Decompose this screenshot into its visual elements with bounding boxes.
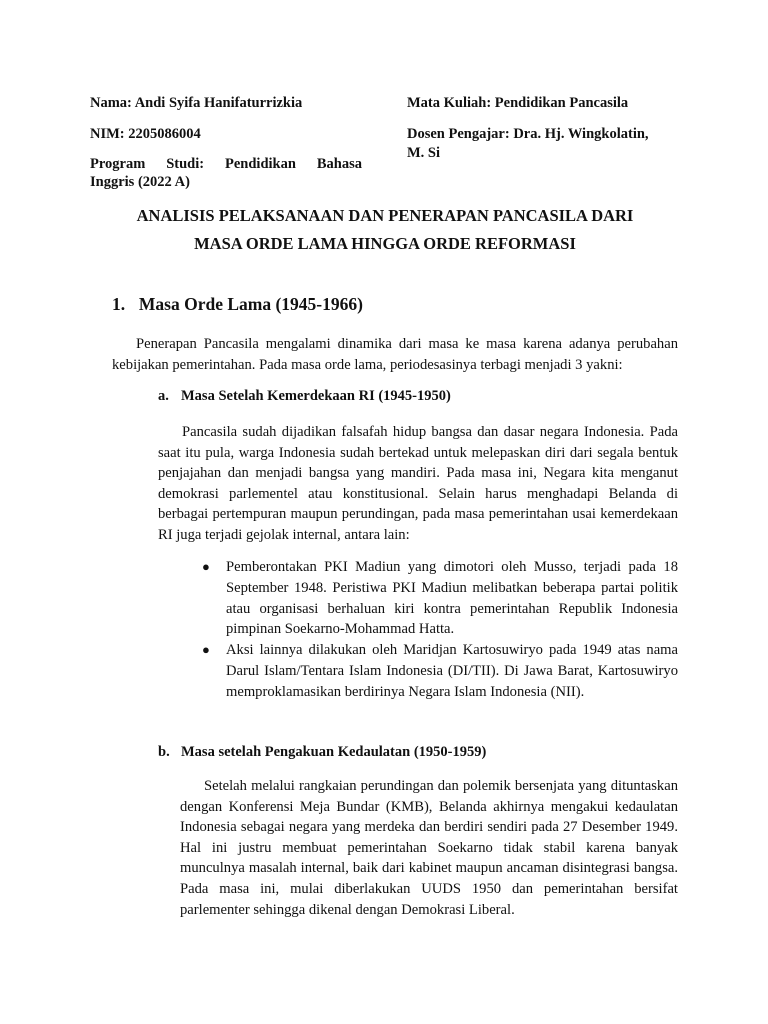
subsection-a-bullets: [200, 557, 678, 703]
lecturer-title: M. Si: [407, 145, 441, 161]
subsection-a-letter: a.: [158, 388, 169, 404]
student-name: Nama: Andi Syifa Hanifaturrizkia: [90, 95, 303, 111]
section-1-number: 1.: [112, 294, 126, 314]
course-name: Mata Kuliah: Pendidikan Pancasila: [407, 95, 629, 111]
subsection-b-title: Masa setelah Pengakuan Kedaulatan (1950-1959): [181, 744, 487, 760]
subsection-a-paragraph: Pancasila sudah dijadikan falsafah hidup bangsa dan dasar negara Indonesia. Pada saat itu pula, warga Indonesia sudah bertekad untuk melepaskan diri dari segala bentuk penjajahan dan menjadi bangsa yang mandiri. Pada masa ini, Negara kita menganut demokrasi parlementel atau konstitusional. Selain harus menghadapi Belanda di berbagai pertempuran maupun perundingan, pada masa pemerintahan usai kemerdekaan RI juga terjadi gejolak internal, antara lain:: [158, 424, 678, 543]
bullet-text: Pemberontakan PKI Madiun yang dimotori oleh Musso, terjadi pada 18 September 1948. Peristiwa PKI Madiun melibatkan beberapa partai politik atau organisasi berhaluan kiri kontra pemerintahan Republik Indonesia pimpinan Soekarno-Mohammad Hatta.: [226, 559, 678, 638]
bullet-text: Aksi lainnya dilakukan oleh Maridjan Kartosuwiryo pada 1949 atas nama Darul Islam/Tentara Islam Indonesia (DI/TII). Di Jawa Barat, Kartosuwiryo memproklamasikan berdirinya Negara Islam Indonesia (NII).: [226, 642, 678, 700]
document-title: [90, 202, 680, 258]
bullet-icon: ●: [202, 559, 210, 574]
subsection-a-title: Masa Setelah Kemerdekaan RI (1945-1950): [181, 388, 451, 404]
title-line-2: MASA ORDE LAMA HINGGA ORDE REFORMASI: [194, 234, 576, 253]
section-1-title: Masa Orde Lama (1945-1966): [138, 294, 363, 314]
study-program-line2: Inggris (2022 A): [90, 174, 190, 190]
section-1-intro: Penerapan Pancasila mengalami dinamika dari masa ke masa karena adanya perubahan kebijakan pemerintahan. Pada masa orde lama, periodesasinya terbagi menjadi 3 yakni:: [112, 336, 678, 373]
title-line-1: ANALISIS PELAKSANAAN DAN PENERAPAN PANCASILA DARI: [136, 206, 634, 225]
subsection-b-paragraph: Setelah melalui rangkaian perundingan dan polemik bersenjata yang dituntaskan dengan Konferensi Meja Bundar (KMB), Belanda akhirnya mengakui kedaulatan Indonesia sebagai negara yang merdeka dan berdiri sendiri pada 27 Desember 1949. Hal ini justru membuat pemerintahan Soekarno tidak stabil karena banyak munculnya masalah internal, baik dari kabinet maupun ancaman disintegrasi bangsa. Pada masa ini, mulai diberlakukan UUDS 1950 dan pemerintahan bersifat parlementer sehingga dikenal dengan Demokrasi Liberal.: [180, 778, 678, 918]
subsection-b-letter: b.: [158, 744, 170, 760]
bullet-icon: ●: [202, 642, 210, 658]
program-word-4: Bahasa: [316, 156, 362, 172]
subsection-b-heading: [158, 744, 486, 761]
student-nim: NIM: 2205086004: [90, 126, 201, 142]
subsection-a-heading: [158, 388, 451, 405]
study-program: [90, 154, 362, 174]
list-item: [200, 557, 678, 640]
list-item: [200, 640, 678, 702]
section-1-heading: [112, 294, 363, 315]
program-word-2: Studi:: [166, 156, 205, 172]
program-word-1: Program: [90, 156, 146, 172]
lecturer-name: Dosen Pengajar: Dra. Hj. Wingkolatin,: [407, 126, 649, 142]
program-word-3: Pendidikan: [225, 156, 296, 172]
